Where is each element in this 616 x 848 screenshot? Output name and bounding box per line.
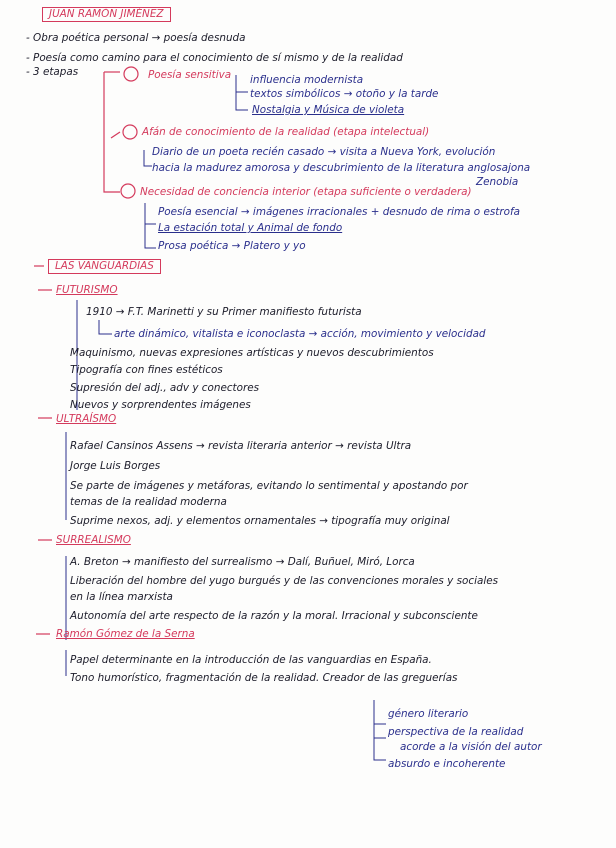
futurismo-line: Tipografía con fines estéticos [70, 364, 223, 376]
ultraismo-title: ULTRAÍSMO [56, 413, 117, 425]
futurismo-title: FUTURISMO [56, 284, 118, 296]
stage3-line: Prosa poética → Platero y yo [158, 240, 306, 252]
futurismo-line: Nuevos y sorprendentes imágenes [70, 399, 251, 411]
jrj-line-1: - Obra poética personal → poesía desnuda [26, 32, 246, 44]
ramon-line: Papel determinante en la introducción de las vanguardias en España. [70, 654, 432, 666]
ultraismo-line: Suprime nexos, adj. y elementos ornamentales → tipografía muy original [70, 515, 450, 527]
surrealismo-line: Autonomía del arte respecto de la razón y la moral. Irracional y subconsciente [70, 610, 478, 622]
stage2-line: hacia la madurez amorosa y descubrimiento de la literatura anglosajona [152, 162, 531, 174]
stage3-line: Poesía esencial → imágenes irracionales + desnudo de rima o estrofa [158, 206, 520, 218]
surrealismo-line: A. Breton → manifiesto del surrealismo → Dalí, Buñuel, Miró, Lorca [70, 556, 415, 568]
ramon-branch: perspectiva de la realidad [388, 726, 524, 738]
stage2-line: Diario de un poeta recién casado → visita a Nueva York, evolución [152, 146, 496, 158]
stage2-label: Afán de conocimiento de la realidad (etapa intelectual) [142, 126, 430, 138]
ramon-branch: género literario [388, 708, 469, 720]
ultraismo-line: Se parte de imágenes y metáforas, evitando lo sentimental y apostando por [70, 480, 468, 492]
futurismo-line: Supresión del adj., adv y conectores [70, 382, 260, 394]
stage1-item: textos simbólicos → otoño y la tarde [250, 88, 439, 100]
stage1-item: influencia modernista [250, 74, 364, 86]
stage1-item: Nostalgia y Música de violeta [252, 104, 405, 116]
stage1-label: Poesía sensitiva [148, 69, 232, 81]
jrj-line-3: - 3 etapas [26, 66, 79, 78]
futurismo-line: Maquinismo, nuevas expresiones artísticas y nuevos descubrimientos [70, 347, 434, 359]
futurismo-line: arte dinámico, vitalista e iconoclasta → acción, movimiento y velocidad [114, 328, 486, 340]
surrealismo-line: Liberación del hombre del yugo burgués y de las convenciones morales y sociales [70, 575, 499, 587]
futurismo-line: 1910 → F.T. Marinetti y su Primer manifiesto futurista [86, 306, 362, 318]
ultraismo-line: Rafael Cansinos Assens → revista literaria anterior → revista Ultra [70, 440, 412, 452]
section-title-jrj: JUAN RAMÓN JIMÉNEZ [42, 7, 171, 22]
ultraismo-line: temas de la realidad moderna [70, 496, 227, 508]
stage3-line: La estación total y Animal de fondo [158, 222, 343, 234]
ramon-title: Ramón Gómez de la Serna [56, 628, 195, 640]
stage2-line: Zenobia [476, 176, 519, 188]
stage3-label: Necesidad de conciencia interior (etapa suficiente o verdadera) [140, 186, 472, 198]
ramon-branch: acorde a la visión del autor [400, 741, 542, 753]
section-title-vanguardias: LAS VANGUARDIAS [48, 259, 161, 274]
surrealismo-title: SURREALISMO [56, 534, 131, 546]
ramon-branch: absurdo e incoherente [388, 758, 506, 770]
ramon-line: Tono humorístico, fragmentación de la realidad. Creador de las greguerías [70, 672, 458, 684]
jrj-line-2: - Poesía como camino para el conocimiento de sí mismo y de la realidad [26, 52, 403, 64]
ultraismo-line: Jorge Luis Borges [70, 460, 161, 472]
surrealismo-line: en la línea marxista [70, 591, 173, 603]
